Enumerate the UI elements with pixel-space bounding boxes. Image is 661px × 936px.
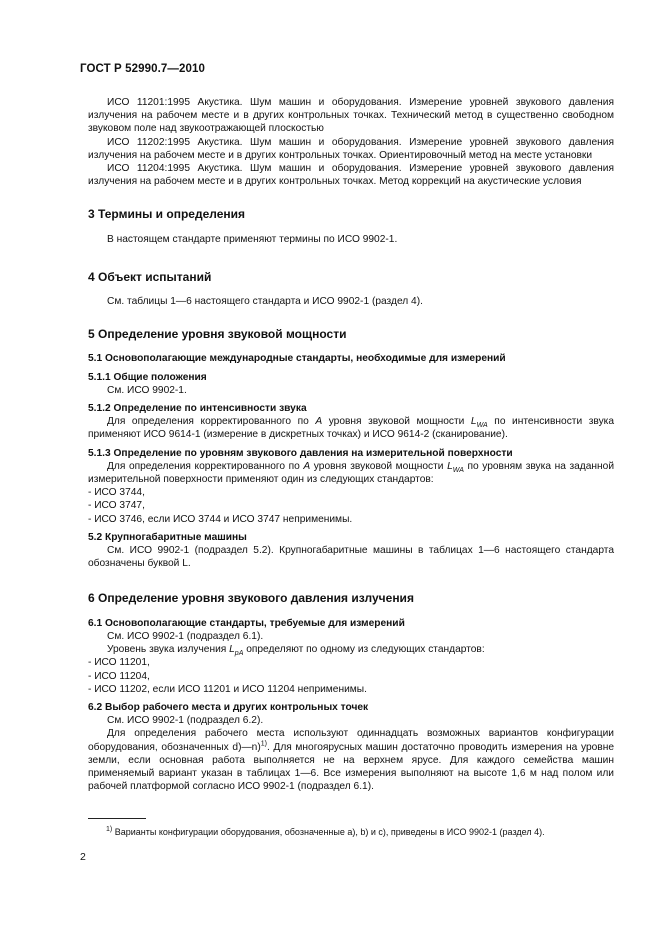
- ref-iso-11201: ИСО 11201:1995 Акустика. Шум машин и оборудования. Измерение уровней звукового давления излучения на рабочем месте и в других контрольных точках. Технический метод в существенно свободном звуковом поле над звукоотражающей плоскостью: [88, 97, 614, 135]
- list-item: - ИСО 11201,: [88, 657, 150, 669]
- ref-iso-11202: ИСО 11202:1995 Акустика. Шум машин и оборудования. Измерение уровней звукового давления излучения на рабочем месте и в других контрольных точках. Ориентировочный метод на месте установки: [88, 136, 614, 161]
- section-5-title: 5 Определение уровня звуковой мощности: [88, 327, 347, 342]
- section-4-text: См. таблицы 1—6 настоящего стандарта и ИСО 9902-1 (раздел 4).: [107, 296, 423, 308]
- section-6-1-text-2: Уровень звука излучения $L_{pA}$ определяют по одному из следующих стандартов:: [107, 644, 485, 658]
- section-6-1-title: 6.1 Основополагающие стандарты, требуемые для измерений: [88, 617, 405, 629]
- section-3-text: В настоящем стандарте применяют термины по ИСО 9902-1.: [107, 233, 398, 245]
- list-item: - ИСО 3747,: [88, 500, 145, 512]
- section-5-2-title: 5.2 Крупногабаритные машины: [88, 531, 247, 543]
- ref-iso-11204: ИСО 11204:1995 Акустика. Шум машин и оборудования. Измерение уровней звукового давления излучения на рабочем месте и в других контрольных точках. Метод коррекций на акустические условия: [88, 163, 614, 188]
- section-6-title: 6 Определение уровня звукового давления излучения: [88, 591, 414, 606]
- section-5-1-1-text: См. ИСО 9902-1.: [107, 384, 187, 396]
- document-header: ГОСТ Р 52990.7—2010: [80, 63, 205, 75]
- section-5-1-title: 5.1 Основополагающие международные стандарты, необходимые для измерений: [88, 353, 506, 365]
- section-6-2-paragraph: Для определения рабочего места используют одиннадцать возможных вариантов конфигурации оборудования, обозначенных d)—n)$^{1)}$. Для многоярусных машин достаточно проводить измерения на уровне земли, если основная работа выполняется не на верхнем ярусе. Для каждого семейства машин применяемый вариант указан в таблицах 1—6. Все измерения выполняют на высоте 1,6 м над полом или рабочей платформой согласно ИСО 9902-1 (подраздел 6.1).: [88, 728, 614, 793]
- footnote-divider: [88, 818, 146, 819]
- section-4-title: 4 Объект испытаний: [88, 269, 212, 284]
- page-content: [88, 96, 614, 793]
- list-item: - ИСО 3746, если ИСО 3744 и ИСО 3747 неприменимы.: [88, 513, 353, 525]
- section-5-1-2-title: 5.1.2 Определение по интенсивности звука: [88, 403, 307, 415]
- section-5-1-2-text: Для определения корректированного по A уровня звуковой мощности $L_{WA}$ по интенсивности звука применяют ИСО 9614-1 (измерение в дискретных точках) и ИСО 9614-2 (сканирование).: [88, 416, 615, 441]
- footnote: $^{1)}$ Варианты конфигурации оборудования, обозначенные a), b) и c), приведены в ИСО 9902-1 (раздел 4).: [106, 826, 545, 837]
- section-6-2-title: 6.2 Выбор рабочего места и других контрольных точек: [88, 701, 369, 713]
- section-3-title: 3 Термины и определения: [88, 207, 246, 222]
- section-5-1-3-title: 5.1.3 Определение по уровням звукового давления на измерительной поверхности: [88, 447, 513, 459]
- section-6-1-text: См. ИСО 9902-1 (подраздел 6.1).: [107, 630, 264, 642]
- list-item: - ИСО 11202, если ИСО 11201 и ИСО 11204 неприменимы.: [88, 683, 367, 695]
- list-item: - ИСО 3744,: [88, 487, 145, 499]
- list-item: - ИСО 11204,: [88, 670, 150, 682]
- section-5-1-1-title: 5.1.1 Общие положения: [88, 371, 207, 383]
- section-6-2-text: См. ИСО 9902-1 (подраздел 6.2).: [107, 715, 264, 727]
- section-5-2-text: См. ИСО 9902-1 (подраздел 5.2). Крупногабаритные машины в таблицах 1—6 настоящего стандарта обозначены буквой L.: [88, 545, 614, 570]
- section-5-1-3-text: Для определения корректированного по A уровня звуковой мощности $L_{WA}$ по уровням звука на заданной измерительной поверхности применяют один из следующих стандартов:: [88, 460, 615, 486]
- page-number: 2: [80, 851, 86, 863]
